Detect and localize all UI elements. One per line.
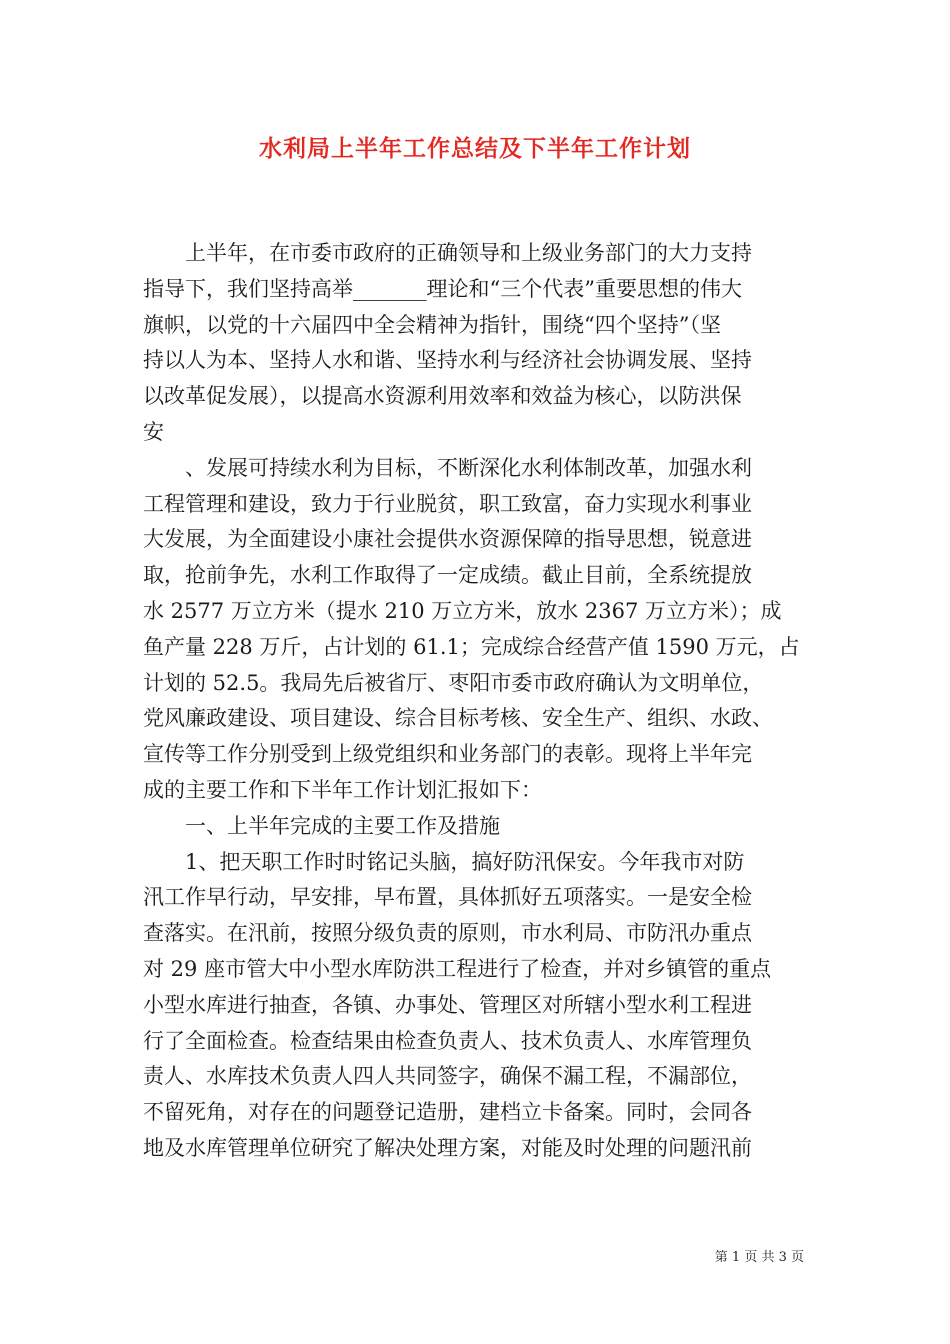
body-line: 旗帜，以党的十六届四中全会精神为指针，围绕“四个坚持”（坚: [143, 312, 721, 337]
body-line: 党风廉政建设、项目建设、综合目标考核、安全生产、组织、水政、: [143, 706, 773, 731]
body-line: 行了全面检查。检查结果由检查负责人、技术负责人、水库管理负: [143, 1028, 752, 1053]
body-line: 水 2577 万立方米（提水 210 万立方米，放水 2367 万立方米）；成: [143, 598, 782, 623]
body-line: 对 29 座市管大中小型水库防洪工程进行了检查，并对乡镇管的重点: [143, 956, 772, 981]
document-title: 水利局上半年工作总结及下半年工作计划: [259, 135, 691, 162]
body-line: 不留死角，对存在的问题登记造册，建档立卡备案。同时，会同各: [143, 1100, 752, 1125]
body-line: 持以人为本、坚持人水和谐、坚持水利与经济社会协调发展、坚持: [143, 348, 752, 373]
body-line: 安: [143, 419, 164, 444]
body-line: 指导下，我们坚持高举_______理论和“三个代表”重要思想的伟大: [143, 276, 742, 301]
body-line: 成的主要工作和下半年工作计划汇报如下：: [143, 777, 542, 802]
body-line: 取，抢前争先，水利工作取得了一定成绩。截止目前，全系统提放: [143, 563, 752, 588]
body-line: 1、把天职工作时时铭记头脑，搞好防汛保安。今年我市对防: [143, 849, 745, 874]
body-line: 上半年，在市委市政府的正确领导和上级业务部门的大力支持: [143, 241, 752, 265]
body-line: 宣传等工作分别受到上级党组织和业务部门的表彰。现将上半年完: [143, 742, 752, 767]
body-line: 责人、水库技术负责人四人共同签字，确保不漏工程，不漏部位，: [143, 1064, 752, 1089]
page-number-footer: 第 1 页 共 3 页: [714, 1250, 804, 1265]
body-line: 大发展，为全面建设小康社会提供水资源保障的指导思想，锐意进: [143, 527, 752, 552]
body-line: 地及水库管理单位研究了解决处理方案，对能及时处理的问题汛前: [143, 1135, 752, 1160]
body-line: 计划的 52.5。我局先后被省厅、枣阳市委市政府确认为文明单位，: [143, 670, 764, 695]
body-line: 以改革促发展），以提高水资源利用效率和效益为核心，以防洪保: [143, 384, 742, 409]
body-line: 汛工作早行动，早安排，早布置，具体抓好五项落实。一是安全检: [143, 885, 752, 910]
document-body: [143, 236, 823, 1167]
body-line: 鱼产量 228 万斤，占计划的 61.1；完成综合经营产值 1590 万元，占: [143, 634, 800, 659]
body-line: 、发展可持续水利为目标，不断深化水利体制改革，加强水利: [143, 455, 752, 480]
body-line: 工程管理和建设，致力于行业脱贫，职工致富，奋力实现水利事业: [143, 491, 752, 516]
section-heading: 一、上半年完成的主要工作及措施: [143, 813, 500, 838]
body-line: 小型水库进行抽查，各镇、办事处、管理区对所辖小型水利工程进: [143, 992, 752, 1017]
body-line: 查落实。在汛前，按照分级负责的原则，市水利局、市防汛办重点: [143, 921, 752, 946]
